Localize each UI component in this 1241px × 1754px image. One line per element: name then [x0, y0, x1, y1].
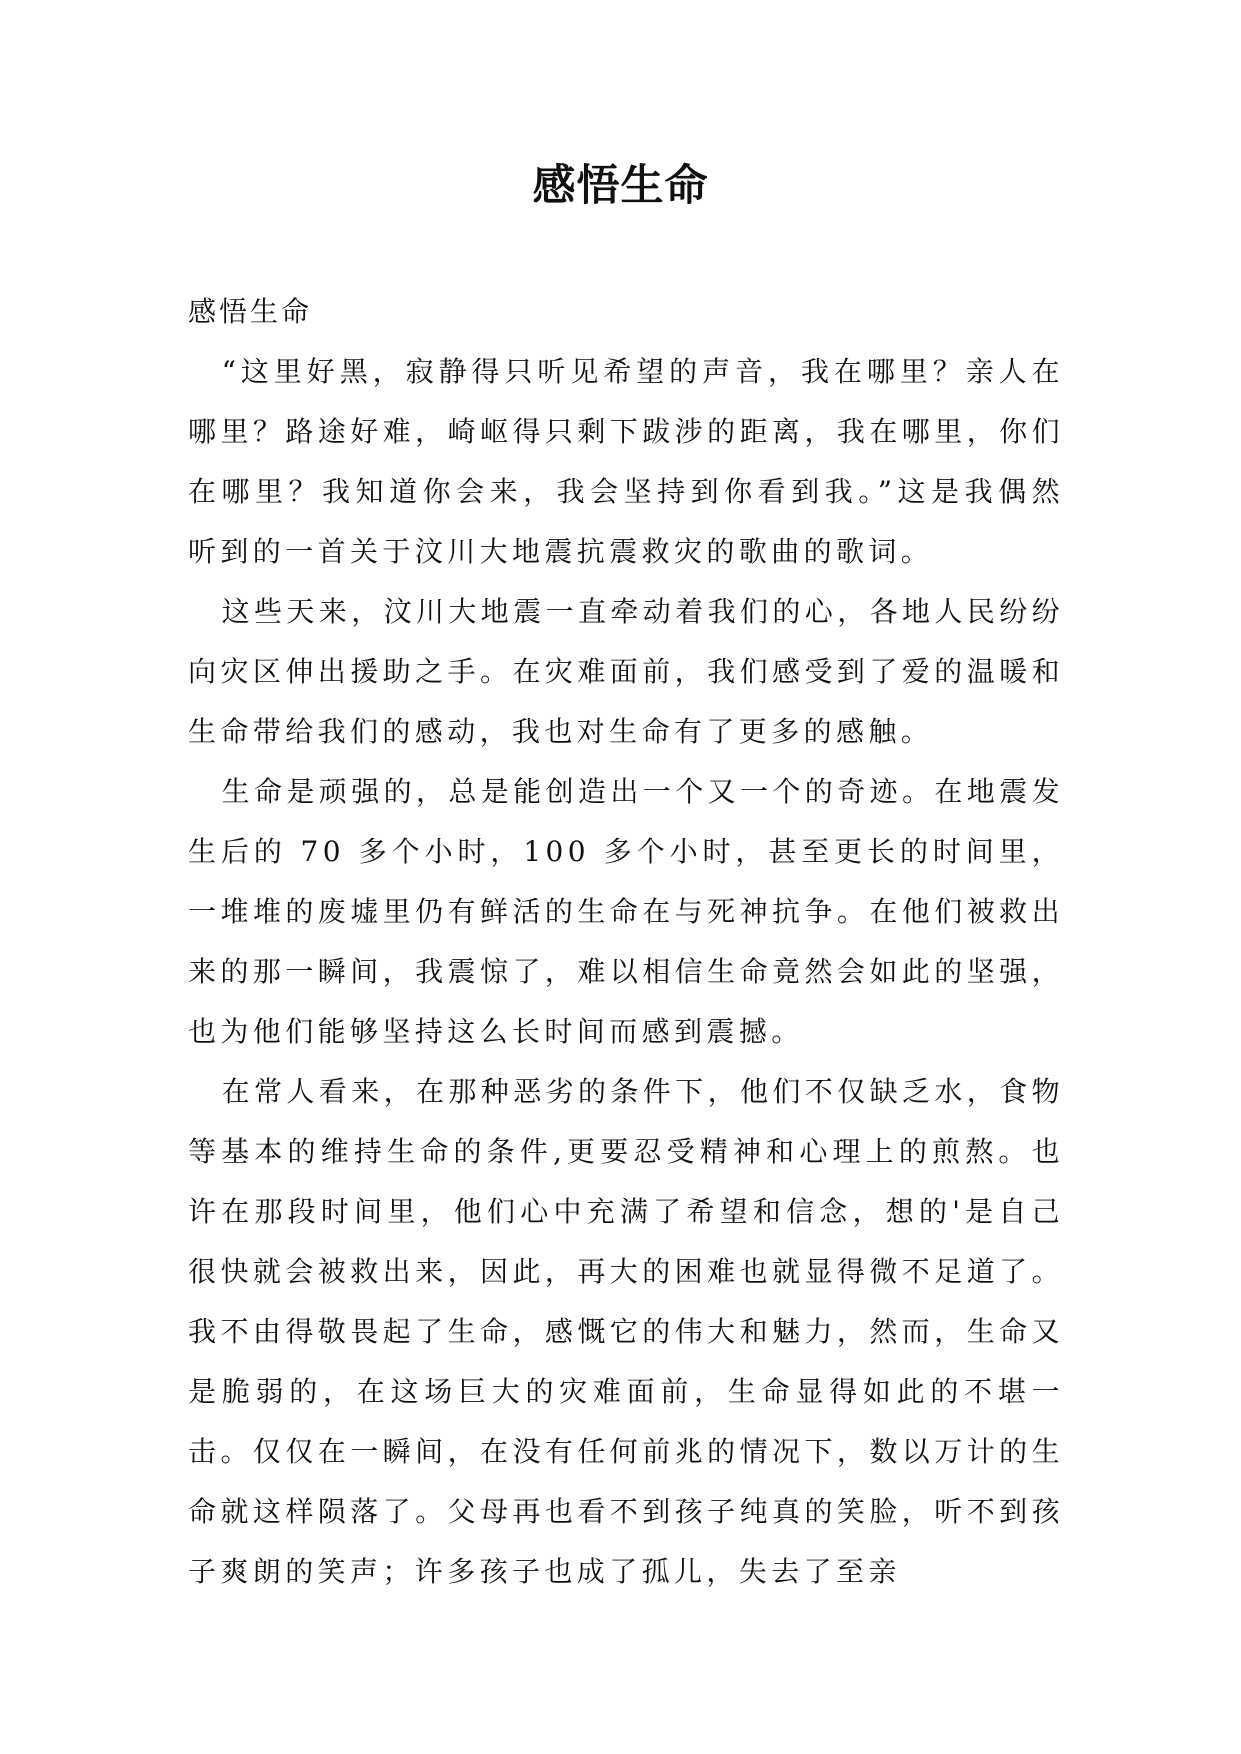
paragraph: 生命是顽强的，总是能创造出一个又一个的奇迹。在地震发生后的 70 多个小时，100 多个小时，甚至更长的时间里，一堆堆的废墟里仍有鲜活的生命在与死神抗争。在他们被救出来的那一瞬间，我震惊了，难以相信生命竟然会如此的坚强，也为他们能够坚持这么长时间而感到震撼。: [188, 775, 1064, 1048]
document-subtitle: 感悟生命: [188, 295, 313, 328]
paragraph: “这里好黑，寂静得只听见希望的声音，我在哪里？亲人在哪里？路途好难，崎岖得只剩下跋涉的距离，我在哪里，你们在哪里？我知道你会来，我会坚持到你看到我。”这是我偶然听到的一首关于汶川大地震抗震救灾的歌曲的歌词。: [188, 355, 1064, 568]
document-title: 感悟生命: [532, 161, 709, 211]
paragraph: 在常人看来，在那种恶劣的条件下，他们不仅缺乏水，食物等基本的维持生命的条件,更要忍受精神和心理上的煎熬。也许在那段时间里，他们心中充满了希望和信念，想的'是自己很快就会被救出来，因此，再大的困难也就显得微不足道了。我不由得敬畏起了生命，感慨它的伟大和魅力，然而，生命又是脆弱的，在这场巨大的灾难面前，生命显得如此的不堪一击。仅仅在一瞬间，在没有任何前兆的情况下，数以万计的生命就这样陨落了。父母再也看不到孩子纯真的笑脸，听不到孩子爽朗的笑声；许多孩子也成了孤儿，失去了至亲: [188, 1075, 1064, 1588]
document-body: [188, 282, 1064, 1602]
paragraph: 这些天来，汶川大地震一直牵动着我们的心，各地人民纷纷向灾区伸出援助之手。在灾难面前，我们感受到了爱的温暖和生命带给我们的感动，我也对生命有了更多的感触。: [188, 595, 1064, 748]
